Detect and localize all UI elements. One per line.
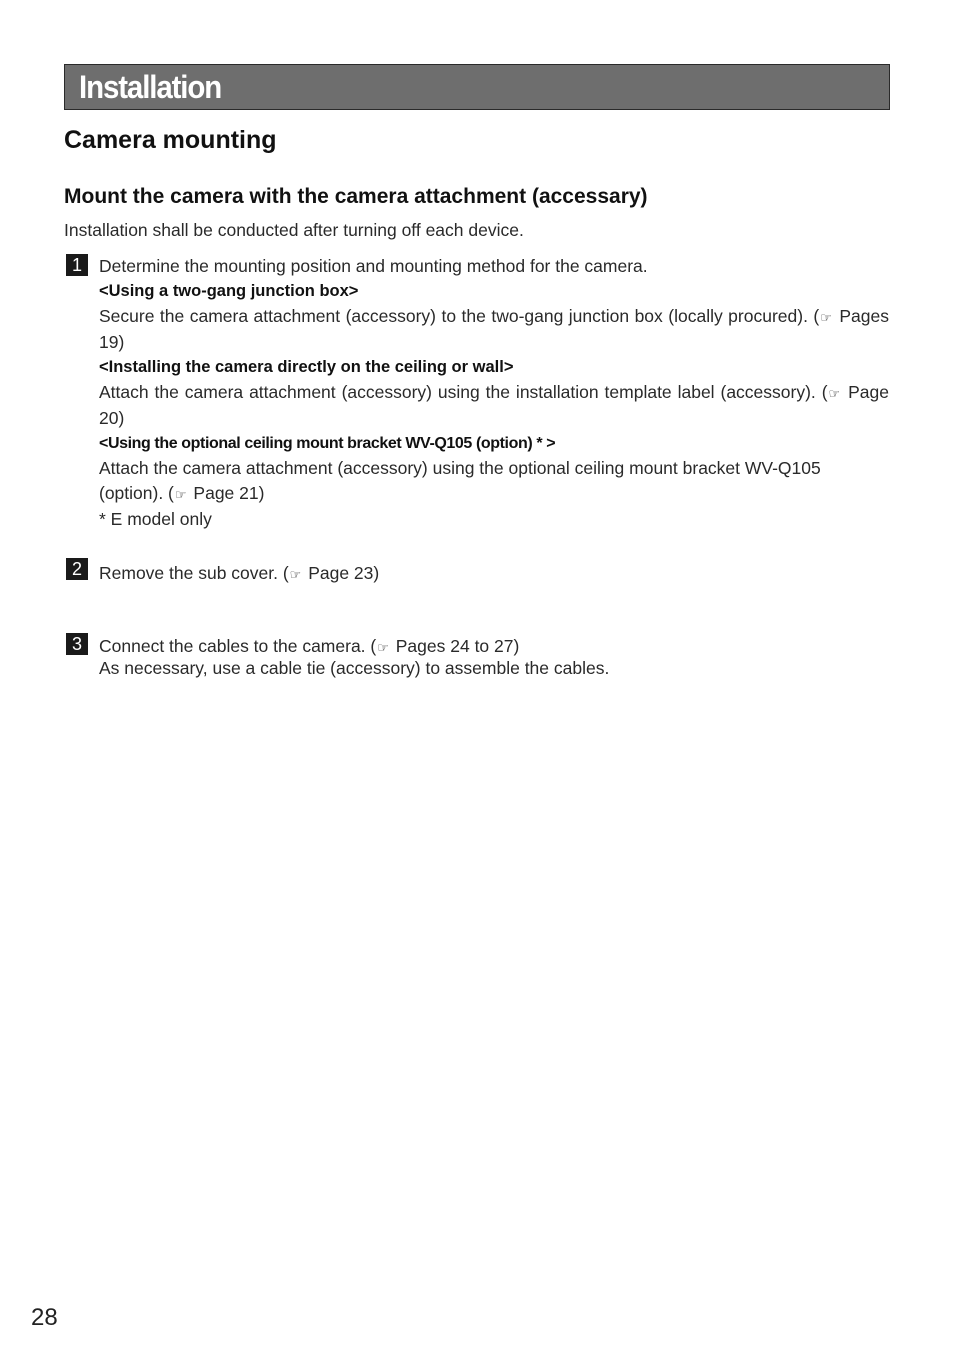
- pointing-hand-icon: ☞: [820, 310, 832, 325]
- method-3-body: Attach the camera attachment (accessory) using the optional ceiling mount bracket WV-Q105 (option). (☞ Page 21): [99, 458, 821, 503]
- method-2-heading: <Installing the camera directly on the ceiling or wall>: [99, 358, 514, 376]
- method-2-body: Attach the camera attachment (accessory) using the installation template label (accessory). (☞ Page 20): [99, 382, 889, 428]
- page-title: Installation: [79, 69, 222, 105]
- step-2: [99, 561, 889, 587]
- step-number-1: 1: [66, 254, 88, 276]
- page-number: 28: [31, 1304, 58, 1331]
- pointing-hand-icon: ☞: [828, 386, 841, 401]
- section-title: Camera mounting: [64, 126, 277, 154]
- step-3-extra: As necessary, use a cable tie (accessory) to assemble the cables.: [99, 658, 610, 678]
- step-1: [99, 254, 889, 532]
- subsection-title: Mount the camera with the camera attachment (accessary): [64, 185, 648, 208]
- method-1-heading: <Using a two-gang junction box>: [99, 282, 359, 300]
- pointing-hand-icon: ☞: [377, 640, 389, 655]
- pointing-hand-icon: ☞: [289, 567, 302, 582]
- method-3-heading: <Using the optional ceiling mount bracket WV-Q105 (option) * >: [99, 435, 556, 452]
- model-note: * E model only: [99, 509, 212, 529]
- step-2-text: Remove the sub cover. (☞ Page 23): [99, 563, 380, 583]
- step-number-3: 3: [66, 633, 88, 655]
- step-number-2: 2: [66, 558, 88, 580]
- pointing-hand-icon: ☞: [174, 487, 187, 502]
- step-3-text: Connect the cables to the camera. (☞ Pages 24 to 27): [99, 636, 520, 656]
- method-1-body: Secure the camera attachment (accessory) to the two-gang junction box (locally procured). (☞ Pages 19): [99, 306, 889, 352]
- step-3: [99, 636, 889, 679]
- intro-text: Installation shall be conducted after turning off each device.: [64, 220, 524, 240]
- step-1-text: Determine the mounting position and mounting method for the camera.: [99, 256, 648, 276]
- section-header-bar: [64, 64, 890, 110]
